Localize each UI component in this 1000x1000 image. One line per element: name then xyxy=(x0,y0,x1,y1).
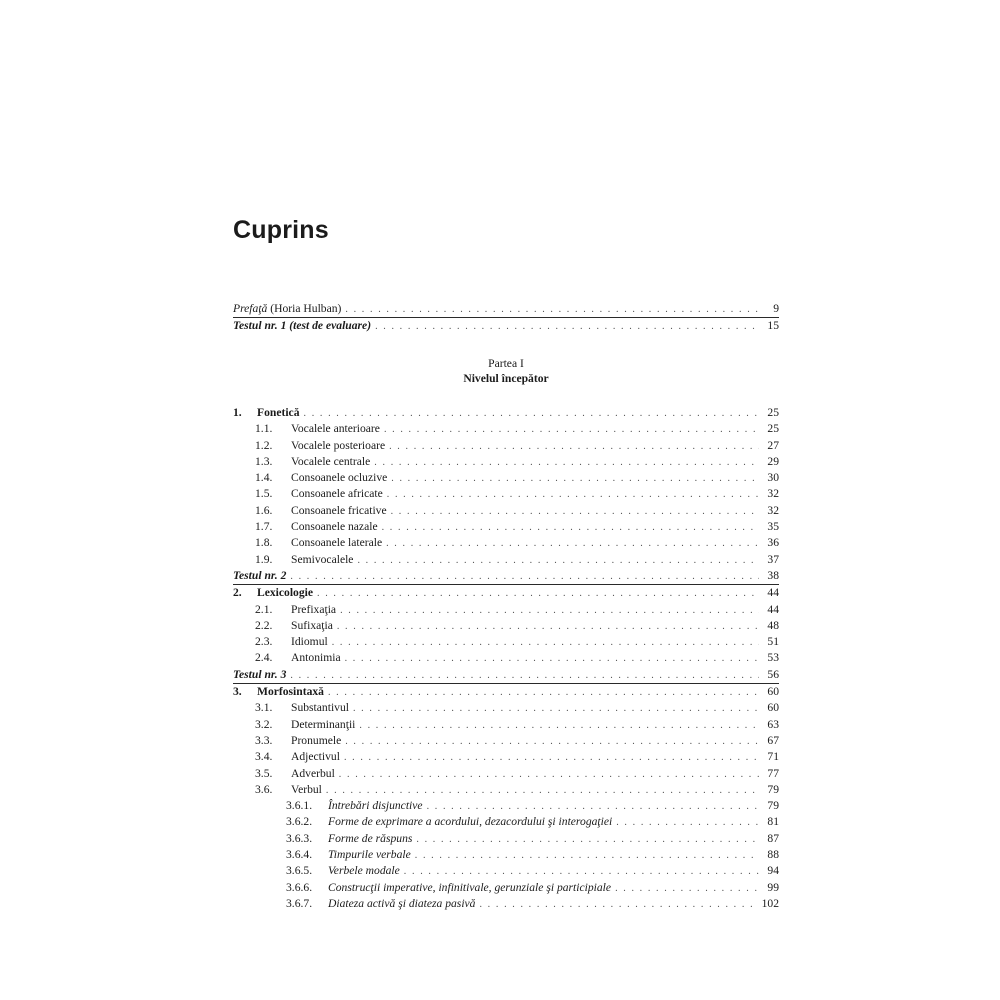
entry-title: Fonetică xyxy=(257,406,300,419)
entry-title: Pronumele xyxy=(291,733,342,747)
toc-entry[interactable] xyxy=(233,486,779,502)
entry-number: 2.2. xyxy=(255,618,273,632)
toc-entry[interactable] xyxy=(233,618,779,634)
toc-entry[interactable] xyxy=(233,831,779,847)
dot-leader xyxy=(290,668,759,684)
entry-title: Consoanele laterale xyxy=(291,536,383,550)
page-number: 44 xyxy=(767,602,779,616)
dot-leader xyxy=(337,619,759,635)
entry-number: 3.6.5. xyxy=(286,864,313,878)
entry-number: 2.4. xyxy=(255,651,273,665)
dot-leader xyxy=(344,750,759,766)
page-number: 29 xyxy=(767,454,779,468)
dot-leader xyxy=(304,406,760,422)
entry-number: 3.6.4. xyxy=(286,848,313,862)
toc-entry[interactable] xyxy=(233,766,779,782)
toc-entry[interactable] xyxy=(233,568,779,584)
toc-entry[interactable] xyxy=(233,584,779,601)
dot-leader xyxy=(391,504,759,520)
page-number: 15 xyxy=(767,319,779,333)
page-number: 60 xyxy=(767,701,779,715)
entry-title: Testul nr. 3 xyxy=(233,667,287,681)
entry-number: 1. xyxy=(233,406,242,419)
toc-entry[interactable] xyxy=(233,650,779,666)
entry-title: Testul nr. 2 xyxy=(233,568,287,582)
entry-title: Vocalele centrale xyxy=(291,454,371,468)
page-number: 35 xyxy=(767,520,779,534)
dot-leader xyxy=(328,685,759,701)
dot-leader xyxy=(404,864,759,880)
dot-leader xyxy=(389,439,759,455)
entry-title: Diateza activă şi diateza pasivă xyxy=(328,896,476,910)
entry-number: 1.7. xyxy=(255,520,273,534)
page-number: 51 xyxy=(767,635,779,649)
entry-number: 3.6.1. xyxy=(286,799,313,813)
part-title: Nivelul începător xyxy=(463,372,549,385)
toc-entry[interactable] xyxy=(233,317,779,334)
entry-number: 3. xyxy=(233,685,242,699)
entry-title: Idiomul xyxy=(291,635,328,649)
dot-leader xyxy=(332,635,759,651)
toc-entry[interactable] xyxy=(233,503,779,519)
page-number: 99 xyxy=(767,880,779,894)
entry-title: Timpurile verbale xyxy=(328,848,411,862)
entry-number: 3.6. xyxy=(255,782,273,796)
page-number: 63 xyxy=(767,717,779,731)
entry-number: 3.6.7. xyxy=(286,896,313,910)
toc-entry[interactable] xyxy=(233,814,779,830)
entry-number: 1.1. xyxy=(255,422,273,436)
page-number: 32 xyxy=(767,503,779,517)
dot-leader xyxy=(345,302,759,318)
dot-leader xyxy=(615,881,759,897)
toc-entry[interactable] xyxy=(233,454,779,470)
entry-number: 1.3. xyxy=(255,454,273,468)
page-number: 9 xyxy=(773,302,779,315)
entry-title: Vocalele anterioare xyxy=(291,422,380,436)
page-number: 36 xyxy=(767,536,779,550)
dot-leader xyxy=(359,718,759,734)
entry-number: 3.4. xyxy=(255,750,273,764)
toc-entry[interactable] xyxy=(233,421,779,437)
entry-title xyxy=(233,301,345,317)
toc-entry[interactable] xyxy=(233,863,779,879)
entry-title: Consoanele ocluzive xyxy=(291,471,388,485)
dot-leader xyxy=(345,734,759,750)
dot-leader xyxy=(382,520,759,536)
entry-number: 1.9. xyxy=(255,552,273,566)
entry-title: Semivocalele xyxy=(291,552,354,566)
front-matter-list xyxy=(233,301,779,335)
dot-leader xyxy=(374,455,759,471)
page-number: 67 xyxy=(767,733,779,747)
entry-number: 3.1. xyxy=(255,701,273,715)
toc-entry[interactable] xyxy=(233,847,779,863)
page-number: 32 xyxy=(767,487,779,501)
dot-leader xyxy=(317,586,759,602)
part-label: Partea I xyxy=(488,357,524,370)
toc-entry[interactable] xyxy=(233,880,779,896)
entry-number: 1.8. xyxy=(255,536,273,550)
toc-entry[interactable] xyxy=(233,717,779,733)
toc-entry[interactable] xyxy=(233,683,779,700)
dot-leader xyxy=(340,603,759,619)
dot-leader xyxy=(387,487,759,503)
entry-title: Adjectivul xyxy=(291,750,340,764)
page-number: 38 xyxy=(767,568,779,582)
dot-leader xyxy=(357,553,759,569)
entry-number: 3.6.2. xyxy=(286,815,313,829)
entry-title: Antonimia xyxy=(291,651,341,665)
dot-leader xyxy=(616,815,759,831)
table-of-contents xyxy=(233,405,779,912)
entry-title: Consoanele africate xyxy=(291,487,383,501)
entry-number: 3.2. xyxy=(255,717,273,731)
part-heading xyxy=(233,356,779,386)
toc-entry[interactable] xyxy=(233,552,779,568)
entry-title: Lexicologie xyxy=(257,586,314,600)
entry-title: Adverbul xyxy=(291,766,335,780)
page-title: Cuprins xyxy=(233,216,329,244)
page-number: 87 xyxy=(767,831,779,845)
page-number: 30 xyxy=(767,471,779,485)
dot-leader xyxy=(326,783,759,799)
entry-number: 1.6. xyxy=(255,503,273,517)
dot-leader xyxy=(479,897,757,913)
page-number: 25 xyxy=(767,422,779,436)
entry-number: 2. xyxy=(233,586,242,600)
entry-title: Consoanele nazale xyxy=(291,520,378,534)
toc-entry[interactable] xyxy=(233,602,779,618)
toc-entry[interactable] xyxy=(233,667,779,683)
toc-entry[interactable] xyxy=(233,749,779,765)
toc-entry[interactable] xyxy=(233,405,779,421)
entry-number: 2.1. xyxy=(255,602,273,616)
dot-leader xyxy=(384,422,759,438)
entry-number: 3.5. xyxy=(255,766,273,780)
entry-title-extra: (Horia Hulban) xyxy=(267,302,342,315)
dot-leader xyxy=(391,471,759,487)
entry-number: 3.3. xyxy=(255,733,273,747)
toc-entry[interactable] xyxy=(233,301,779,317)
entry-number: 1.4. xyxy=(255,471,273,485)
toc-entry[interactable] xyxy=(233,519,779,535)
toc-entry[interactable] xyxy=(233,535,779,551)
page-number: 77 xyxy=(767,766,779,780)
entry-title: Prefixaţia xyxy=(291,602,337,616)
toc-entry[interactable] xyxy=(233,782,779,798)
toc-entry[interactable] xyxy=(233,470,779,486)
toc-entry[interactable] xyxy=(233,896,779,912)
entry-title: Verbul xyxy=(291,782,322,796)
dot-leader xyxy=(415,848,759,864)
entry-number: 3.6.6. xyxy=(286,880,313,894)
dot-leader xyxy=(353,701,759,717)
entry-title: Construcţii imperative, infinitivale, gerunziale şi participiale xyxy=(328,880,612,894)
entry-number: 1.5. xyxy=(255,487,273,501)
dot-leader xyxy=(290,569,759,585)
entry-title: Sufixaţia xyxy=(291,618,333,632)
entry-title: Forme de exprimare a acordului, dezacordului şi interogaţiei xyxy=(328,815,613,829)
dot-leader xyxy=(375,319,759,335)
entry-title: Întrebări disjunctive xyxy=(328,799,423,813)
entry-title: Determinanţii xyxy=(291,717,356,731)
toc-entry[interactable] xyxy=(233,733,779,749)
page-number: 79 xyxy=(767,799,779,813)
toc-entry[interactable] xyxy=(233,700,779,716)
page-number: 25 xyxy=(767,406,779,419)
entry-number: 2.3. xyxy=(255,635,273,649)
dot-leader xyxy=(427,799,759,815)
toc-entry[interactable] xyxy=(233,438,779,454)
entry-title-main: Prefaţă xyxy=(233,302,268,315)
page-number: 60 xyxy=(767,685,779,699)
entry-number: 3.6.3. xyxy=(286,831,313,845)
entry-title: Forme de răspuns xyxy=(328,831,413,845)
entry-title: Testul nr. 1 (test de evaluare) xyxy=(233,319,372,333)
page-number: 88 xyxy=(767,848,779,862)
entry-title: Verbele modale xyxy=(328,864,400,878)
page-number: 48 xyxy=(767,618,779,632)
dot-leader xyxy=(386,536,759,552)
dot-leader xyxy=(345,651,759,667)
page-number: 79 xyxy=(767,782,779,796)
entry-title: Consoanele fricative xyxy=(291,503,387,517)
page-number: 53 xyxy=(767,651,779,665)
entry-title: Morfosintaxă xyxy=(257,685,324,699)
dot-leader xyxy=(339,767,759,783)
page-number: 102 xyxy=(761,896,779,910)
entry-number: 1.2. xyxy=(255,438,273,452)
page-number: 56 xyxy=(767,667,779,681)
entry-title: Substantivul xyxy=(291,701,349,715)
page-number: 27 xyxy=(767,438,779,452)
page-number: 71 xyxy=(767,750,779,764)
dot-leader xyxy=(416,832,759,848)
page-number: 37 xyxy=(767,552,779,566)
toc-entry[interactable] xyxy=(233,798,779,814)
page-number: 81 xyxy=(767,815,779,829)
page-number: 44 xyxy=(767,586,779,600)
entry-title: Vocalele posterioare xyxy=(291,438,386,452)
toc-entry[interactable] xyxy=(233,634,779,650)
page-number: 94 xyxy=(767,864,779,878)
